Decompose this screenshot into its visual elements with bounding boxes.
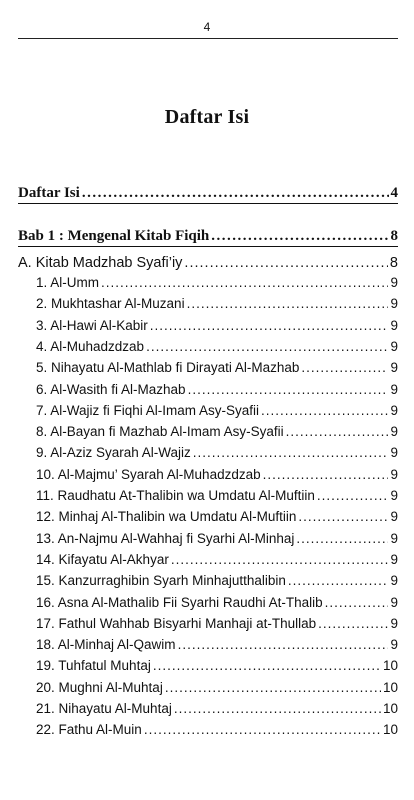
toc-entry[interactable] [18, 228, 398, 247]
dot-leader [150, 318, 389, 333]
toc-entry-page: 9 [390, 488, 398, 503]
toc-entry-page: 9 [390, 637, 398, 653]
toc-entry[interactable] [36, 552, 398, 567]
toc-entry[interactable] [36, 339, 398, 354]
toc-entry[interactable] [36, 360, 398, 375]
toc-entry-page: 9 [390, 509, 398, 525]
toc-entry-title: 4. Al-Muhadzdzab [36, 338, 145, 354]
toc-entry[interactable] [36, 445, 398, 460]
toc-entry-page: 9 [390, 338, 398, 354]
toc-entry-title: 11. Raudhatu At-Thalibin wa Umdatu Al-Muftiin [36, 488, 315, 503]
toc-entry-page: 8 [390, 228, 398, 244]
page-title: Daftar Isi [164, 106, 250, 128]
toc-entry[interactable] [36, 701, 398, 716]
dot-leader [317, 488, 389, 503]
dot-leader [286, 424, 389, 439]
toc-entry-page: 9 [390, 275, 398, 290]
toc-entry-page: 10 [382, 701, 398, 716]
toc-entry-title: 17. Fathul Wahhab Bisyarhi Manhaji at-Thullab [36, 615, 317, 631]
toc-entry-title: 14. Kifayatu Al-Akhyar [36, 551, 169, 567]
toc-entry[interactable] [18, 255, 398, 271]
toc-entry[interactable] [36, 637, 398, 652]
toc-entry-page: 9 [390, 551, 398, 567]
page-number: 4 [203, 20, 211, 34]
toc-entry-page: 9 [390, 317, 398, 333]
toc-entry-title: 1. Al-Umm [36, 275, 100, 290]
toc-entry[interactable] [36, 616, 398, 631]
dot-leader [263, 467, 389, 482]
toc-entry-title: 18. Al-Minhaj Al-Qawim [36, 637, 176, 653]
toc-entry-title: Daftar Isi [18, 185, 80, 201]
toc-entry[interactable] [36, 424, 398, 439]
toc-entry-title: 12. Minhaj Al-Thalibin wa Umdatu Al-Muftiin [36, 509, 297, 525]
dot-leader [298, 509, 388, 524]
toc-entry-page: 8 [389, 255, 398, 271]
toc-entry-page: 9 [390, 530, 398, 546]
toc-entry[interactable] [36, 467, 398, 482]
toc-entry[interactable] [36, 680, 398, 695]
toc-entry-page: 9 [390, 360, 398, 376]
toc-entry-title: 3. Al-Hawi Al-Kabir [36, 317, 148, 333]
toc-entry[interactable] [36, 531, 398, 546]
dot-leader [184, 255, 388, 271]
dot-leader [146, 339, 388, 354]
toc-entry-page: 9 [390, 466, 398, 482]
toc-entry-title: 9. Al-Aziz Syarah Al-Wajiz [36, 445, 191, 461]
toc-entry[interactable] [36, 509, 398, 524]
toc-entry-title: 13. An-Najmu Al-Wahhaj fi Syarhi Al-Minhaj [36, 530, 295, 546]
toc-entry[interactable] [36, 722, 398, 737]
dot-leader [144, 722, 381, 737]
toc-entry[interactable] [36, 318, 398, 333]
toc-entry-page: 9 [390, 594, 398, 610]
toc-entry-title: 6. Al-Wasith fi Al-Mazhab [36, 381, 186, 397]
dot-leader [318, 616, 388, 631]
toc-entry[interactable] [36, 275, 398, 290]
toc-entry[interactable] [18, 185, 398, 204]
dot-leader [165, 680, 381, 695]
dot-leader [325, 595, 389, 610]
dot-leader [188, 382, 389, 397]
toc-entry[interactable] [36, 488, 398, 503]
toc-entry[interactable] [36, 595, 398, 610]
dot-leader [101, 275, 388, 290]
dot-leader [174, 701, 381, 716]
toc-entry-title: 19. Tuhfatul Muhtaj [36, 658, 151, 674]
toc-entry-page: 4 [390, 185, 398, 201]
toc-entry-title: A. Kitab Madzhab Syafi’iy [18, 255, 183, 271]
toc-entry-page: 10 [382, 722, 398, 738]
toc-entry-page: 9 [390, 402, 398, 418]
toc-entry-title: 21. Nihayatu Al-Muhtaj [36, 701, 172, 716]
toc-entry-page: 9 [390, 296, 398, 312]
toc-entry-page: 9 [390, 445, 398, 461]
dot-leader [296, 531, 388, 546]
toc-entry-page: 9 [390, 615, 398, 631]
toc-entry-title: Bab 1 : Mengenal Kitab Fiqih [18, 228, 210, 244]
toc-entry-page: 10 [382, 679, 398, 695]
toc-entry[interactable] [36, 296, 398, 311]
dot-leader [193, 445, 389, 460]
toc-entry[interactable] [36, 403, 398, 418]
toc-entry-title: 7. Al-Wajiz fi Fiqhi Al-Imam Asy-Syafii [36, 402, 260, 418]
toc-entry-page: 10 [382, 658, 398, 674]
dot-leader [82, 185, 389, 202]
dot-leader [288, 573, 389, 588]
toc-entry-title: 16. Asna Al-Mathalib Fii Syarhi Raudhi At-Thalib [36, 594, 323, 610]
toc-entry-title: 15. Kanzurraghibin Syarh Minhajutthalibin [36, 573, 286, 589]
dot-leader [301, 360, 388, 375]
toc-entry-title: 20. Mughni Al-Muhtaj [36, 679, 163, 695]
header-divider [18, 38, 398, 39]
toc-entry-page: 9 [390, 381, 398, 397]
toc-entry-title: 2. Mukhtashar Al-Muzani [36, 296, 185, 312]
toc-entry-title: 22. Fathu Al-Muin [36, 722, 142, 738]
toc-entry-title: 10. Al-Majmu’ Syarah Al-Muhadzdzab [36, 466, 261, 482]
dot-leader [171, 552, 389, 567]
dot-leader [211, 228, 388, 245]
toc-entry-title: 8. Al-Bayan fi Mazhab Al-Imam Asy-Syafii [36, 424, 284, 440]
toc-entry[interactable] [36, 573, 398, 588]
dot-leader [153, 658, 381, 673]
toc-entry[interactable] [36, 382, 398, 397]
toc-entry-page: 9 [390, 424, 398, 440]
dot-leader [261, 403, 388, 418]
dot-leader [178, 637, 389, 652]
toc-entry-title: 5. Nihayatu Al-Mathlab fi Dirayati Al-Mazhab [36, 360, 300, 376]
toc-entry[interactable] [36, 658, 398, 673]
toc-entry-page: 9 [390, 573, 398, 589]
dot-leader [187, 296, 389, 311]
